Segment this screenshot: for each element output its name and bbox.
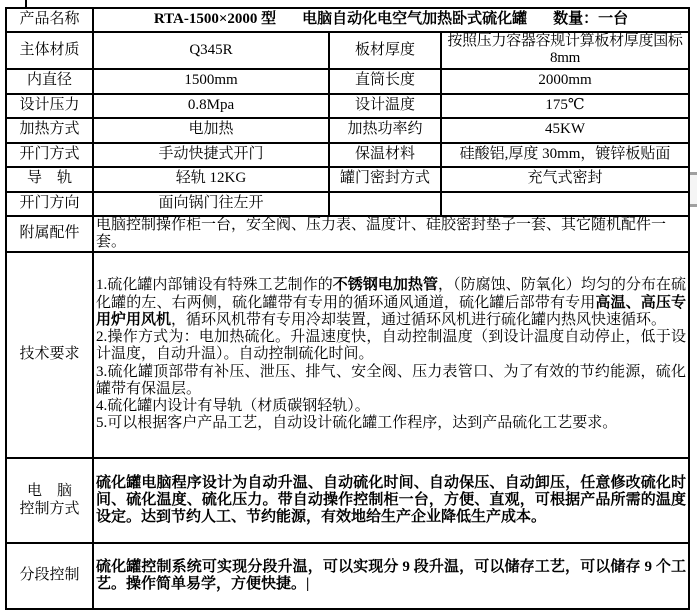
product-name-label-cell[interactable]: 产品名称 xyxy=(6,8,93,32)
computer-control-label-line2: 控制方式 xyxy=(19,500,80,517)
spec-row-material xyxy=(6,32,689,69)
spec-row-door-direction xyxy=(6,192,689,216)
spec-value-cell[interactable]: 1500mm xyxy=(93,69,329,94)
segment-control-label-cell[interactable]: 分段控制 xyxy=(6,543,93,609)
spec-label-cell[interactable]: 设计压力 xyxy=(6,94,93,118)
spec-value-cell[interactable]: 2000mm xyxy=(441,69,689,94)
spec-label-cell[interactable]: 设计温度 xyxy=(329,94,441,118)
spec-label-cell[interactable]: 加热方式 xyxy=(6,118,93,143)
tech-requirements-content[interactable]: 1.硫化罐内部铺设有特殊工艺制作的不锈钢电加热管，（防腐蚀、防氧化）均匀的分布在硫化罐的左、右两侧，硫化罐带有专用的循环通风通道，硫化罐后部带有专用高温、高压专用炉用风机，循环风机带有专用冷却装置，通过循环风机进行硫化罐内热风快速循环。 2.操作方式为：电加热硫化。升温速度快，自动控制温度（到设计温度自动停止，低于设计温度，自动升温）。自动控制硫化时间。 3.硫化罐顶部带有补压、泄压、排气、安全阀、压力表管口、为了有效的节约能源，硫化罐带有保温层。 4.硫化罐内设计有导轨（材质碳钢轻轨）。 5.可以根据客户产品工艺，自动设计硫化罐工作程序，达到产品硫化工艺要求。 xyxy=(93,252,689,458)
segment-control-content: 硫化罐控制系统可实现分段升温，可以实现分 9 段升温，可以储存工艺，可以储存 9 个工艺。操作简单易学，方便快捷。 xyxy=(96,558,687,592)
spec-value-cell[interactable]: 45KW xyxy=(441,118,689,143)
spec-value-cell[interactable]: 按照压力容器容规计算板材厚度国标 8mm xyxy=(441,32,689,69)
spec-value-cell[interactable]: 充气式密封 xyxy=(441,167,689,192)
spec-label-cell[interactable]: 加热功率约 xyxy=(329,118,441,143)
product-spec-table xyxy=(5,7,690,610)
spec-value-cell[interactable]: 面向锅门往左开 xyxy=(93,192,329,216)
product-name-row xyxy=(6,8,689,32)
spec-value-cell[interactable]: 0.8Mpa xyxy=(93,94,329,118)
spec-label-cell[interactable]: 板材厚度 xyxy=(329,32,441,69)
spec-value-cell[interactable]: 硅酸铝,厚度 30mm，镀锌板贴面 xyxy=(441,143,689,167)
spec-label-cell[interactable]: 开门方式 xyxy=(6,143,93,167)
segment-control-row xyxy=(6,543,689,609)
spec-label-cell[interactable] xyxy=(329,192,441,216)
accessories-label-cell[interactable]: 附属配件 xyxy=(6,216,93,253)
tech-requirements-label-cell[interactable]: 技术要求 xyxy=(6,252,93,458)
accessories-row xyxy=(6,216,689,253)
spec-label-cell[interactable]: 罐门密封方式 xyxy=(329,167,441,192)
spec-row-heating-method xyxy=(6,118,689,143)
product-quantity: 数量：一台 xyxy=(553,11,629,28)
spec-label-cell[interactable]: 开门方向 xyxy=(6,192,93,216)
computer-control-content[interactable]: 硫化罐电脑程序设计为自动升温、自动硫化时间、自动保压、自动卸压，任意修改硫化时间、硫化温度、硫化压力。带自动操作控制柜一台，方便、直观，可根据产品所需的温度设定。达到节约人工、节约能源，有效地给生产企业降低生产成本。 xyxy=(93,458,689,543)
product-title-cell[interactable] xyxy=(93,8,689,32)
spec-row-inner-diameter xyxy=(6,69,689,94)
accessories-content-cell[interactable]: 电脑控制操作柜一台，安全阀、压力表、温度计、硅胶密封垫子一套、其它随机配件一套。 xyxy=(93,216,689,253)
tech-requirements-row xyxy=(6,252,689,458)
product-name: 电脑自动化电空气加热卧式硫化罐 xyxy=(302,11,528,28)
spec-value-cell[interactable]: 175℃ xyxy=(441,94,689,118)
spec-value-cell[interactable]: Q345R xyxy=(93,32,329,69)
spec-value-cell[interactable]: 电加热 xyxy=(93,118,329,143)
spec-label-cell[interactable]: 直筒长度 xyxy=(329,69,441,94)
spec-value-cell[interactable] xyxy=(441,192,689,216)
computer-control-row xyxy=(6,458,689,543)
spec-row-guide-rail xyxy=(6,167,689,192)
spec-row-design-pressure xyxy=(6,94,689,118)
spec-label-cell[interactable]: 主体材质 xyxy=(6,32,93,69)
spec-value-cell[interactable]: 手动快捷式开门 xyxy=(93,143,329,167)
spec-row-door-opening xyxy=(6,143,689,167)
spec-label-cell[interactable]: 保温材料 xyxy=(329,143,441,167)
spec-label-cell[interactable]: 内直径 xyxy=(6,69,93,94)
segment-control-content-cell[interactable] xyxy=(93,543,689,609)
spec-label-cell[interactable]: 导 轨 xyxy=(6,167,93,192)
product-model: RTA-1500×2000 型 xyxy=(153,11,277,28)
spec-value-cell[interactable]: 轻轨 12KG xyxy=(93,167,329,192)
scrollbar-thumb[interactable] xyxy=(690,172,697,207)
text-cursor: | xyxy=(306,576,310,592)
computer-control-label-cell[interactable] xyxy=(6,458,93,543)
computer-control-label-line1: 电 脑 xyxy=(26,483,72,500)
